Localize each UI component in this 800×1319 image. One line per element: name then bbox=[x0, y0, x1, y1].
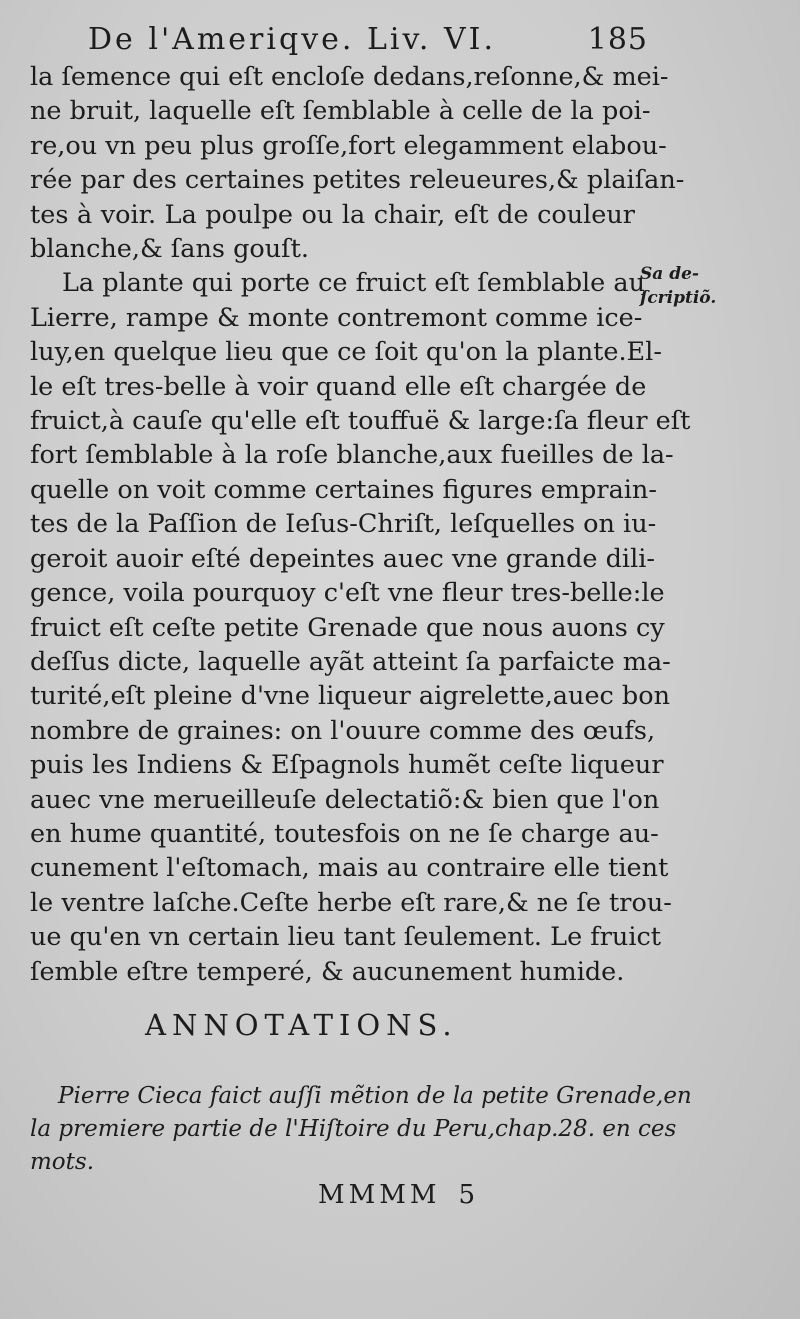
text-line: La plante qui porte ce fruict eſt ſemblable au bbox=[62, 268, 646, 299]
margin-note-line: Sa de- bbox=[640, 264, 699, 284]
running-title: De l'Ameriqve. Liv. VI. bbox=[88, 22, 496, 57]
text-line: tes à voir. La poulpe ou la chair, eſt de couleur bbox=[30, 199, 635, 230]
text-line: quelle on voit comme certaines figures emprain- bbox=[30, 474, 657, 505]
text-line: en hume quantité, toutesfois on ne ſe charge au- bbox=[30, 818, 659, 849]
margin-note bbox=[640, 262, 730, 310]
text-line: deſſus dicte, laquelle ayãt atteint ſa parfaicte ma- bbox=[30, 646, 671, 677]
text-line: auec vne merueilleuſe delectatiõ:& bien que l'on bbox=[30, 784, 660, 815]
text-line: puis les Indiens & Eſpagnols humẽt ceſte liqueur bbox=[30, 750, 664, 781]
text-line: cunement l'eſtomach, mais au contraire elle tient bbox=[30, 853, 669, 884]
text-line: gence, voila pourquoy c'eſt vne fleur tres-belle:le bbox=[30, 578, 665, 609]
text-line: geroit auoir eſté depeintes auec vne grande dili- bbox=[30, 543, 655, 574]
signature-letters: MMMM bbox=[318, 1180, 441, 1210]
annotation-line: mots. bbox=[30, 1149, 95, 1175]
signature-number: 5 bbox=[458, 1180, 480, 1210]
text-line: re,ou vn peu plus groſſe,fort elegamment elabou- bbox=[30, 130, 667, 161]
running-header bbox=[88, 22, 648, 57]
text-line: Lierre, rampe & monte contremont comme ice- bbox=[30, 302, 643, 333]
text-line: nombre de graines: on l'ouure comme des œufs, bbox=[30, 715, 656, 746]
page-number: 185 bbox=[587, 22, 648, 57]
text-line: rée par des certaines petites releueures,& plaiſan- bbox=[30, 165, 685, 196]
text-line: la ſemence qui eſt encloſe dedans,reſonne,& mei- bbox=[30, 62, 669, 92]
text-line: fruict eſt ceſte petite Grenade que nous auons cy bbox=[30, 612, 665, 643]
text-line: le ventre laſche.Ceſte herbe eſt rare,& ne ſe trou- bbox=[30, 887, 672, 918]
text-line: ue qu'en vn certain lieu tant ſeulement. Le fruict bbox=[30, 922, 662, 953]
text-line: fruict,à cauſe qu'elle eſt touffuë & large:ſa fleur eſt bbox=[30, 406, 691, 437]
text-line: tes de la Paſſion de Ieſus-Chriſt, leſquelles on iu- bbox=[30, 509, 657, 540]
text-line: blanche,& ſans gouſt. bbox=[30, 234, 309, 265]
text-line: ſemble eſtre temperé, & aucunement humide. bbox=[30, 956, 625, 987]
signature-mark bbox=[318, 1180, 479, 1210]
text-line: turité,eſt pleine d'vne liqueur aigrelette,auec bon bbox=[30, 681, 671, 712]
text-line: luy,en quelque lieu que ce ſoit qu'on la plante.El- bbox=[30, 337, 662, 368]
annotation-line: Pierre Cieca faict auſſi mẽtion de la petite Grenade,en bbox=[58, 1083, 692, 1109]
text-line: ne bruit, laquelle eſt ſemblable à celle de la poi- bbox=[30, 96, 651, 127]
text-line: le eſt tres-belle à voir quand elle eſt chargée de bbox=[30, 371, 647, 402]
annotations-heading: ANNOTATIONS. bbox=[145, 1008, 458, 1042]
annotation-line: la premiere partie de l'Hiſtoire du Peru,chap.28. en ces bbox=[30, 1116, 677, 1142]
annotation-text bbox=[30, 1080, 692, 1179]
margin-note-line: ſcriptiõ. bbox=[640, 288, 717, 308]
text-line: fort ſemblable à la roſe blanche,aux fueilles de la- bbox=[30, 440, 674, 471]
